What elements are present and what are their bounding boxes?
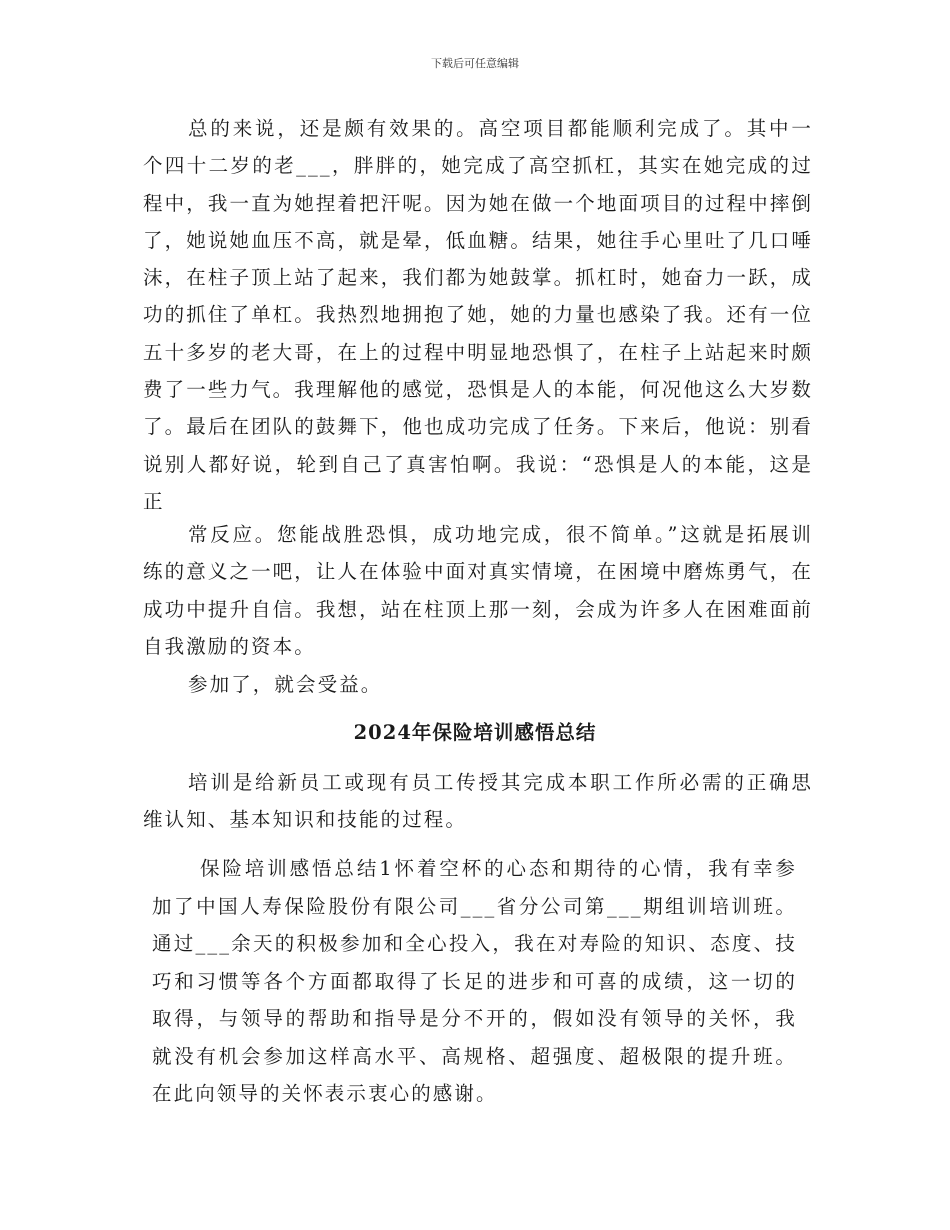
body-paragraph: 总的来说，还是颇有效果的。高空项目都能顺利完成了。其中一个四十二岁的老___，胖胖的，她完成了高空抓杠，其实在她完成的过程中，我一直为她捏着把汗呢。因为她在做一个地面项目的过程中摔倒了，她说她血压不高，就是晕，低血糖。结果，她往手心里吐了几口唾沫，在柱子顶上站了起来，我们都为她鼓掌。抓杠时，她奋力一跃，成功的抓住了单杠。我热烈地拥抱了她，她的力量也感染了我。还有一位五十多岁的老大哥，在上的过程中明显地恐惧了，在柱子上站起来时颇费了一些力气。我理解他的感觉，恐惧是人的本能，何况他这么大岁数了。最后在团队的鼓舞下，他也成功完成了任务。下来后，他说：别看说别人都好说，轮到自己了真害怕啊。我说：“恐惧是人的本能，这是正 xyxy=(143,117,813,513)
body-paragraph: 保险培训感悟总结1怀着空杯的心态和期待的心情，我有幸参加了中国人寿保险股份有限公司___省分公司第___期组训培训班。通过___余天的积极参加和全心投入，我在对寿险的知识、态度、技巧和习惯等各个方面都取得了长足的进步和可喜的成绩，这一切的取得，与领导的帮助和指导是分不开的，假如没有领导的关怀，我就没有机会参加这样高水平、高规格、超强度、超极限的提升班。在此向领导的关怀表示衷心的感谢。 xyxy=(152,857,797,1105)
header-note: 下载后可任意编辑 xyxy=(431,57,519,70)
body-paragraph: 培训是给新员工或现有员工传授其完成本职工作所必需的正确思维认知、基本知识和技能的过程。 xyxy=(143,771,813,832)
body-paragraph: 常反应。您能战胜恐惧，成功地完成，很不简单。”这就是拓展训练的意义之一吧，让人在体验中面对真实情境，在困境中磨炼勇气，在成功中提升自信。我想，站在柱顶上那一刻，会成为许多人在困难面前自我激励的资本。 xyxy=(143,523,813,658)
body-paragraph: 参加了，就会受益。 xyxy=(188,673,383,696)
section-title: 2024年保险培训感悟总结 xyxy=(353,721,597,744)
